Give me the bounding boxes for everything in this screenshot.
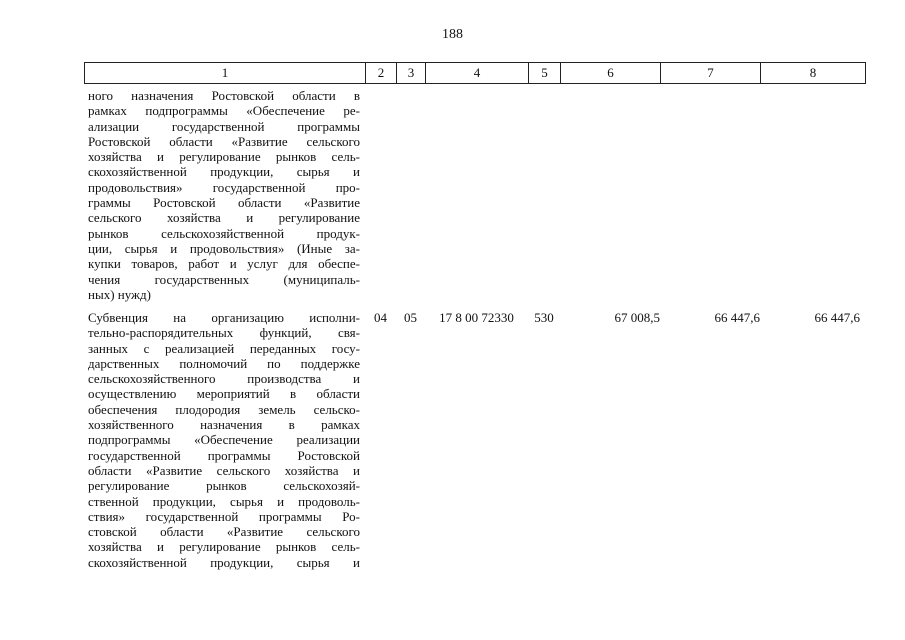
row-2-line: хозяйственного назначения в рамках <box>88 417 360 433</box>
row-2-line: ственной продукции, сырья и продоволь- <box>88 493 360 509</box>
header-cell-4: 4 <box>426 63 529 84</box>
row-2-line: области «Развитие сельского хозяйства и <box>88 462 360 478</box>
row-2-line: ствия» государственной программы Ро- <box>88 508 360 524</box>
row-1-description <box>88 88 360 302</box>
row-1-line: ного назначения Ростовской области в <box>88 88 360 103</box>
row-1-line: сельского хозяйства и регулирование <box>88 210 360 226</box>
row-2-line: обеспечения плодородия земель сельско- <box>88 401 360 417</box>
row-1-line: ции, сырья и продовольствия» (Иные за- <box>88 240 360 256</box>
column-header-table <box>84 62 866 84</box>
header-cell-6: 6 <box>561 63 661 84</box>
row-2-subsection-code: 05 <box>404 310 417 325</box>
row-1-line: ализации государственной программы <box>88 118 360 134</box>
row-1-line: скохозяйственной продукции, сырья и <box>88 164 360 180</box>
row-2-line: подпрограммы «Обеспечение реализации <box>88 432 360 448</box>
row-2-line: скохозяйственной продукции, сырья и <box>88 554 360 570</box>
row-1-line: ных) нужд) <box>88 286 151 302</box>
row-1-line: купки товаров, работ и услуг для обеспе- <box>88 256 360 272</box>
row-1-line: чения государственных (муниципаль- <box>88 271 360 287</box>
row-2-line: сельскохозяйственного производства и <box>88 371 360 387</box>
row-1-line: граммы Ростовской области «Развитие <box>88 195 360 211</box>
row-2-description <box>88 310 360 570</box>
row-2-amount-col6: 67 008,5 <box>614 310 660 325</box>
row-1-line: продовольствия» государственной про- <box>88 179 360 195</box>
row-2-amount-col7: 66 447,6 <box>714 310 760 325</box>
header-cell-8: 8 <box>761 63 866 84</box>
header-cell-5: 5 <box>529 63 561 84</box>
header-cell-2: 2 <box>366 63 397 84</box>
row-2-section-code: 04 <box>374 310 387 325</box>
row-1-line: хозяйства и регулирование рынков сель- <box>88 149 360 165</box>
row-2-line: Субвенция на организацию исполни- <box>88 310 360 325</box>
header-cell-3: 3 <box>397 63 426 84</box>
page-number: 188 <box>442 27 463 42</box>
row-2-line: регулирование рынков сельскохозяй- <box>88 478 360 494</box>
row-2-line: занных с реализацией переданных госу- <box>88 340 360 356</box>
row-2-line: дарственных полномочий по поддержке <box>88 355 360 371</box>
header-cell-7: 7 <box>661 63 761 84</box>
row-2-target-article-code: 17 8 00 72330 <box>439 310 514 325</box>
row-2-line: осуществлению мероприятий в области <box>88 386 360 402</box>
row-2-expense-type-code: 530 <box>534 310 554 325</box>
header-row <box>85 63 866 84</box>
row-1-line: рынков сельскохозяйственной продук- <box>88 225 360 241</box>
row-2-line: хозяйства и регулирование рынков сель- <box>88 539 360 555</box>
row-2-amount-col8: 66 447,6 <box>814 310 860 325</box>
row-1-line: Ростовской области «Развитие сельского <box>88 133 360 149</box>
row-1-line: рамках подпрограммы «Обеспечение ре- <box>88 103 360 119</box>
row-2-line: стовской области «Развитие сельского <box>88 524 360 540</box>
row-2-line: тельно-распорядительных функций, свя- <box>88 325 360 341</box>
row-2-line: государственной программы Ростовской <box>88 447 360 463</box>
header-cell-1: 1 <box>85 63 366 84</box>
